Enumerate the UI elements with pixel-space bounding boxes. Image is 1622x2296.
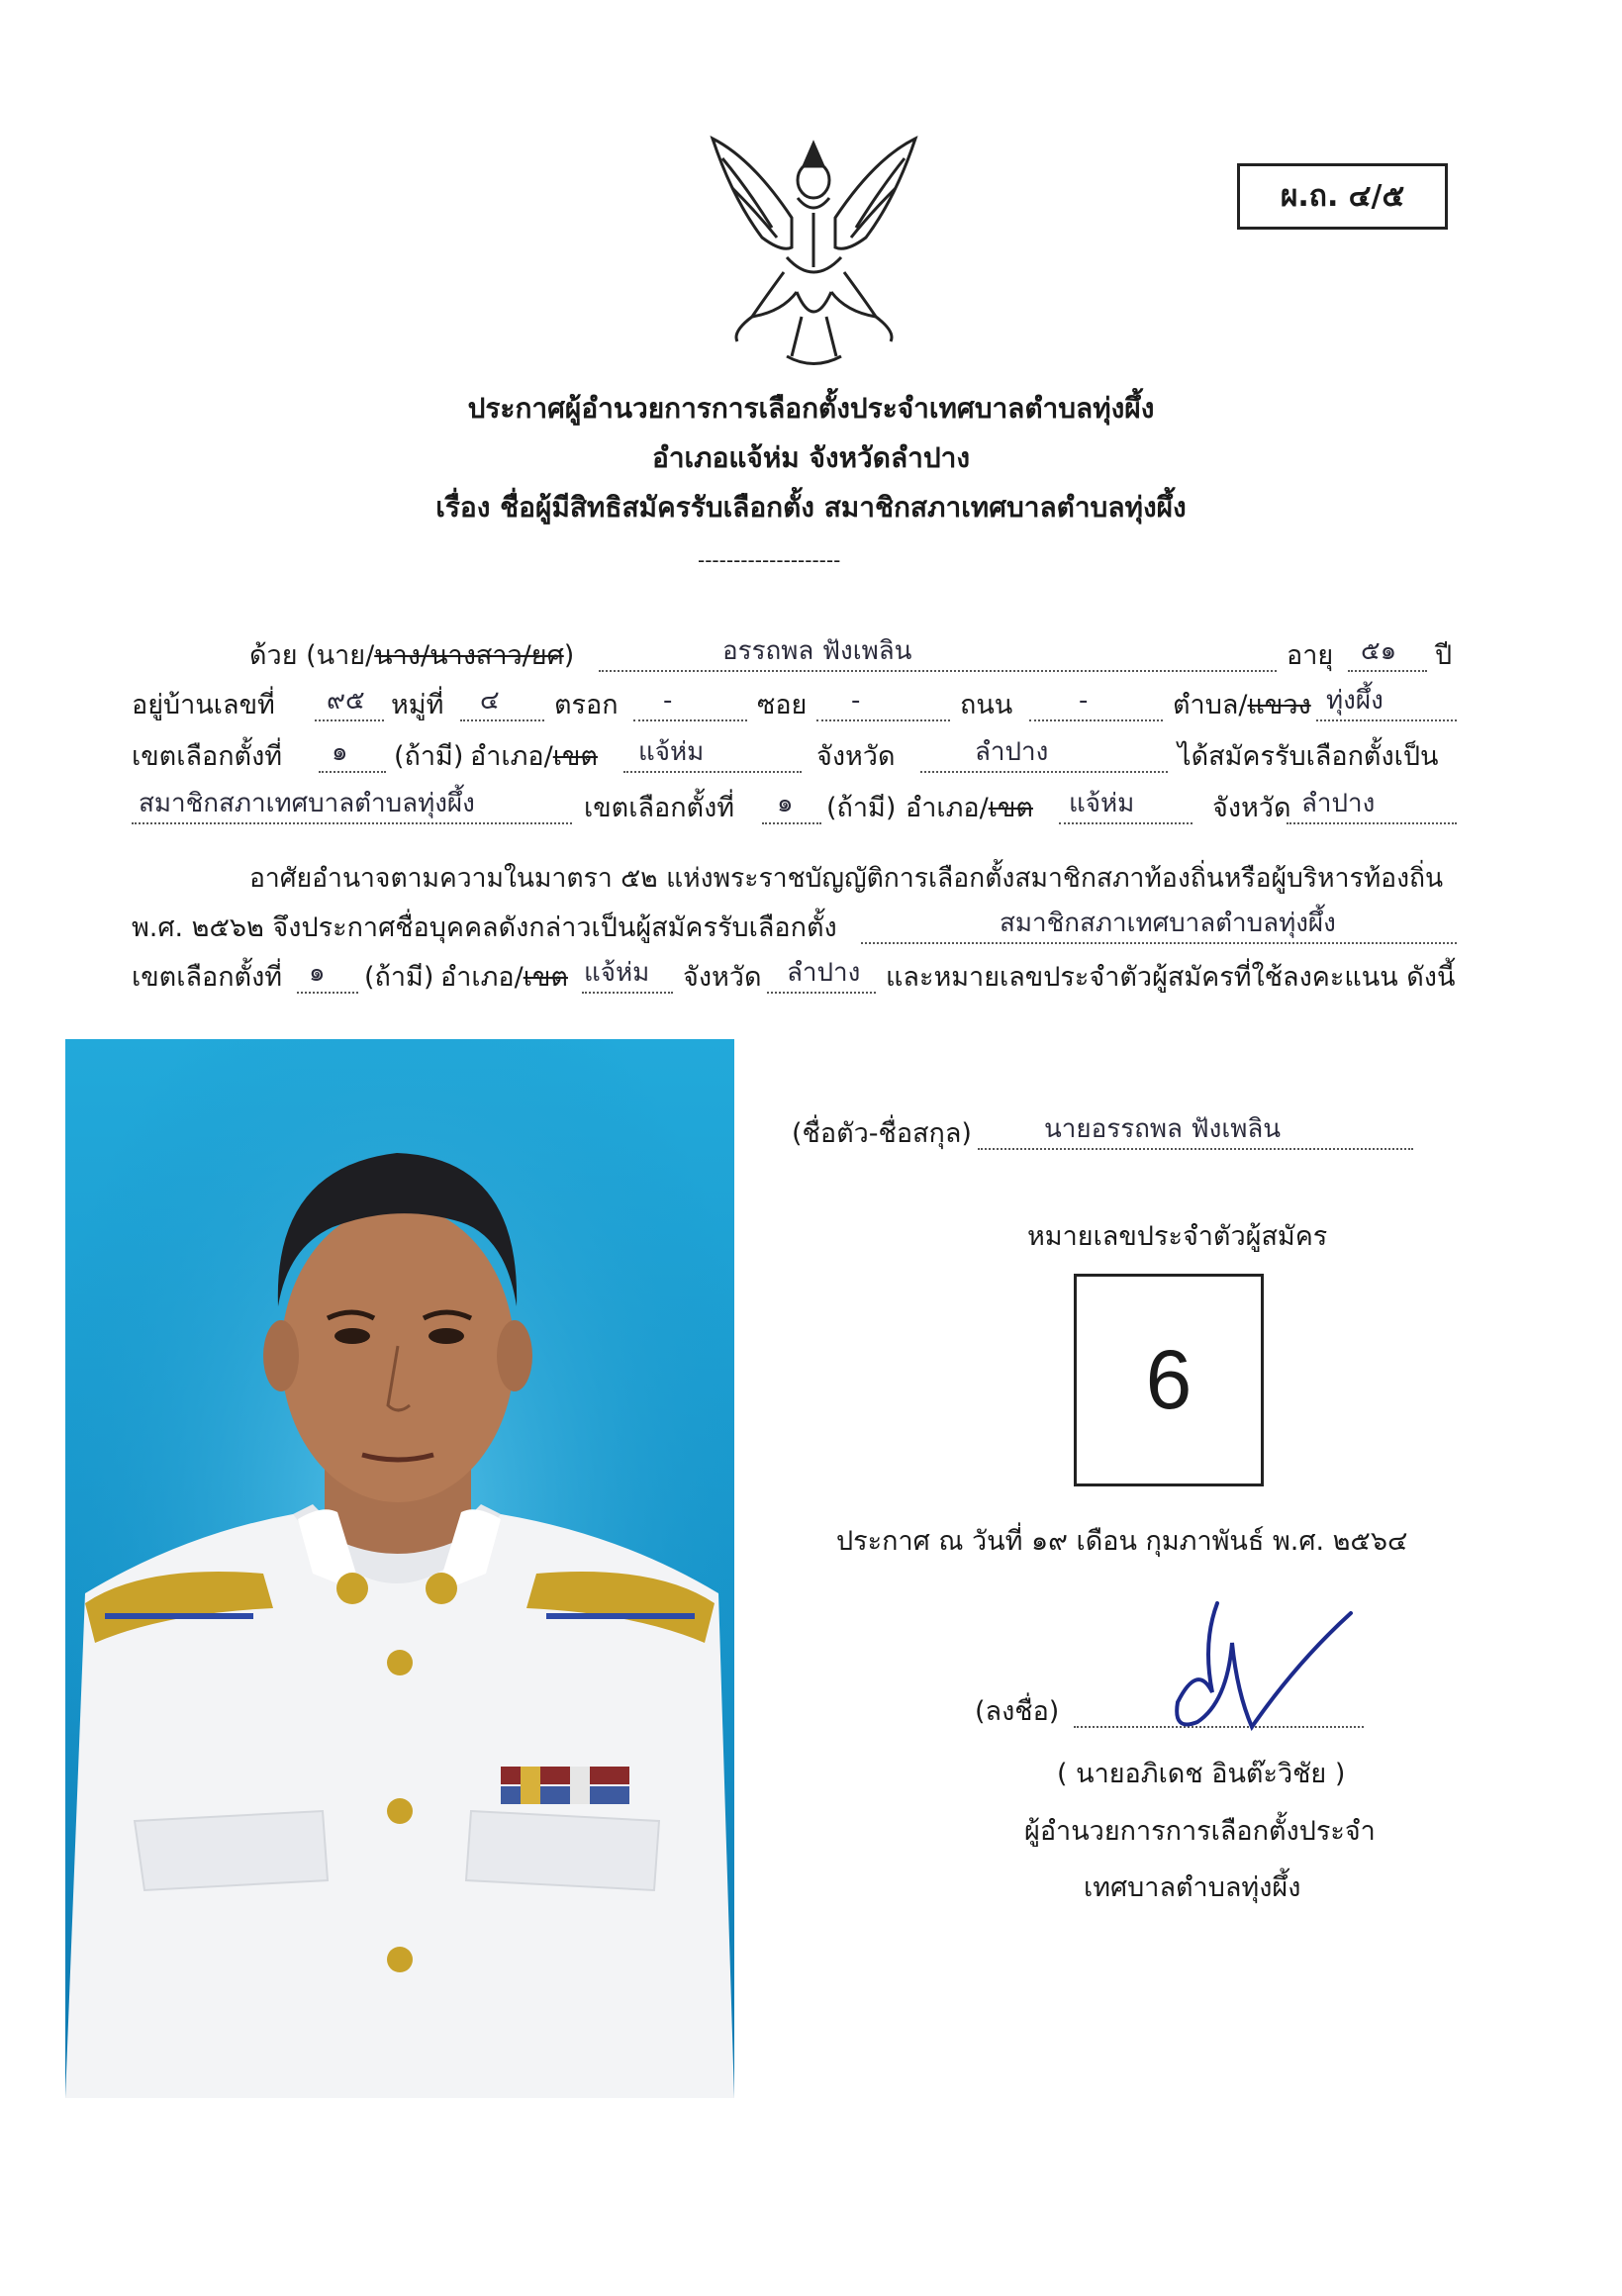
district-value: ๑ [332,737,348,767]
title-line-3: เรื่อง ชื่อผู้มีสิทธิสมัครรับเลือกตั้ง สมาชิกสภาเทศบาลตำบลทุ่งผึ้ง [435,491,1187,524]
age-unit: ปี [1435,640,1453,671]
soi-label: ซอย [757,690,808,720]
province-value: ลำปาง [975,737,1049,767]
moo-label: หมู่ที่ [391,690,444,720]
authority-tail: และหมายเลขประจำตัวผู้สมัครที่ใช้ลงคะแนน ดังนี้ [886,962,1456,993]
district-value-2: ๑ [777,789,794,818]
signer-title-1: ผู้อำนวยการการเลือกตั้งประจำ [1024,1816,1376,1847]
candidate-number: 6 [1145,1333,1193,1426]
amphoe-value-2: แจ้ห่ม [1069,789,1135,818]
trok-label: ตรอก [554,690,619,720]
position-value: สมาชิกสภาเทศบาลตำบลทุ่งผึ้ง [139,789,475,818]
title-line-1: ประกาศผู้อำนวยการการเลือกตั้งประจำเทศบาลตำบลทุ่งผึ้ง [467,392,1155,425]
road-label: ถนน [960,690,1013,720]
form-code-box [1237,163,1448,230]
province-value-2: ลำปาง [1301,789,1376,818]
road-value: - [1079,686,1089,716]
announcement-date: ประกาศ ณ วันที่ ๑๙ เดือน กุมภาพันธ์ พ.ศ. ๒๕๖๔ [836,1526,1408,1557]
signer-title-2: เทศบาลตำบลทุ่งผึ้ง [1084,1872,1301,1903]
applied-label: ได้สมัครรับเลือกตั้งเป็น [1178,741,1439,772]
soi-value: - [851,686,861,716]
authority-line-2: พ.ศ. ๒๕๖๒ จึงประกาศชื่อบุคคลดังกล่าวเป็นผู้สมัครรับเลือกตั้ง [132,912,837,943]
age-label: อายุ [1287,640,1334,671]
authority-district-value: ๑ [309,958,326,988]
district-label: เขตเลือกตั้งที่ [132,741,283,772]
signer-name: ( นายอภิเดช อินต๊ะวิชัย ) [1057,1759,1346,1789]
authority-position-value: สมาชิกสภาเทศบาลตำบลทุ่งผึ้ง [1000,909,1336,938]
tambon-value: ทุ่งผึ้ง [1326,686,1383,716]
form-code: ผ.ถ. ๔/๕ [1280,179,1405,214]
authority-province-value: ลำปาง [787,958,861,988]
amphoe-label: อำเภอ/เขต [470,741,598,772]
trok-value: - [663,686,673,716]
district-label-2: เขตเลือกตั้งที่ [584,793,735,823]
candidate-name-field: อรรถพล ฟังเพลิน [722,636,912,666]
title-line-2: อำเภอแจ้ห่ม จังหวัดลำปาง [652,441,970,474]
ifany-label: (ถ้ามี) [394,741,464,772]
candidate-number-label: หมายเลขประจำตัวผู้สมัคร [1027,1221,1328,1252]
amphoe-value: แจ้ห่ม [638,737,705,767]
authority-amphoe-label: อำเภอ/เขต [440,962,568,993]
authority-district-label: เขตเลือกตั้งที่ [132,962,283,993]
signature-mark [1158,1583,1356,1742]
authority-line-1: อาศัยอำนาจตามความในมาตรา ๕๒ แห่งพระราชบัญญัติการเลือกตั้งสมาชิกสภาท้องถิ่นหรือผู้บริหารท้องถิ่น [249,863,1444,894]
authority-ifany: (ถ้ามี) [364,962,434,993]
sign-label: (ลงชื่อ) [975,1696,1060,1727]
tambon-label: ตำบล/แขวง [1173,690,1311,720]
house-value: ๙๕ [327,686,365,716]
by-label: ด้วย (นาย/นาง/นางสาว/ยศ) [249,640,575,671]
ifany-label-2: (ถ้ามี) [826,793,897,823]
authority-province-label: จังหวัด [683,962,762,993]
province-label: จังหวัด [816,741,896,772]
age-value: ๕๑ [1361,636,1397,666]
amphoe-label-2: อำเภอ/เขต [906,793,1033,823]
authority-amphoe-value: แจ้ห่ม [584,958,650,988]
candidate-number-box [1074,1274,1264,1486]
candidate-photo [65,1039,734,2098]
house-label: อยู่บ้านเลขที่ [132,690,275,720]
moo-value: ๔ [480,686,500,716]
candidate-full-name: นายอรรถพล ฟังเพลิน [1044,1114,1282,1144]
title-separator: -------------------- [698,548,841,572]
candidate-name-label: (ชื่อตัว-ชื่อสกุล) [792,1118,972,1149]
province-label-2: จังหวัด [1212,793,1291,823]
garuda-emblem [693,119,935,381]
